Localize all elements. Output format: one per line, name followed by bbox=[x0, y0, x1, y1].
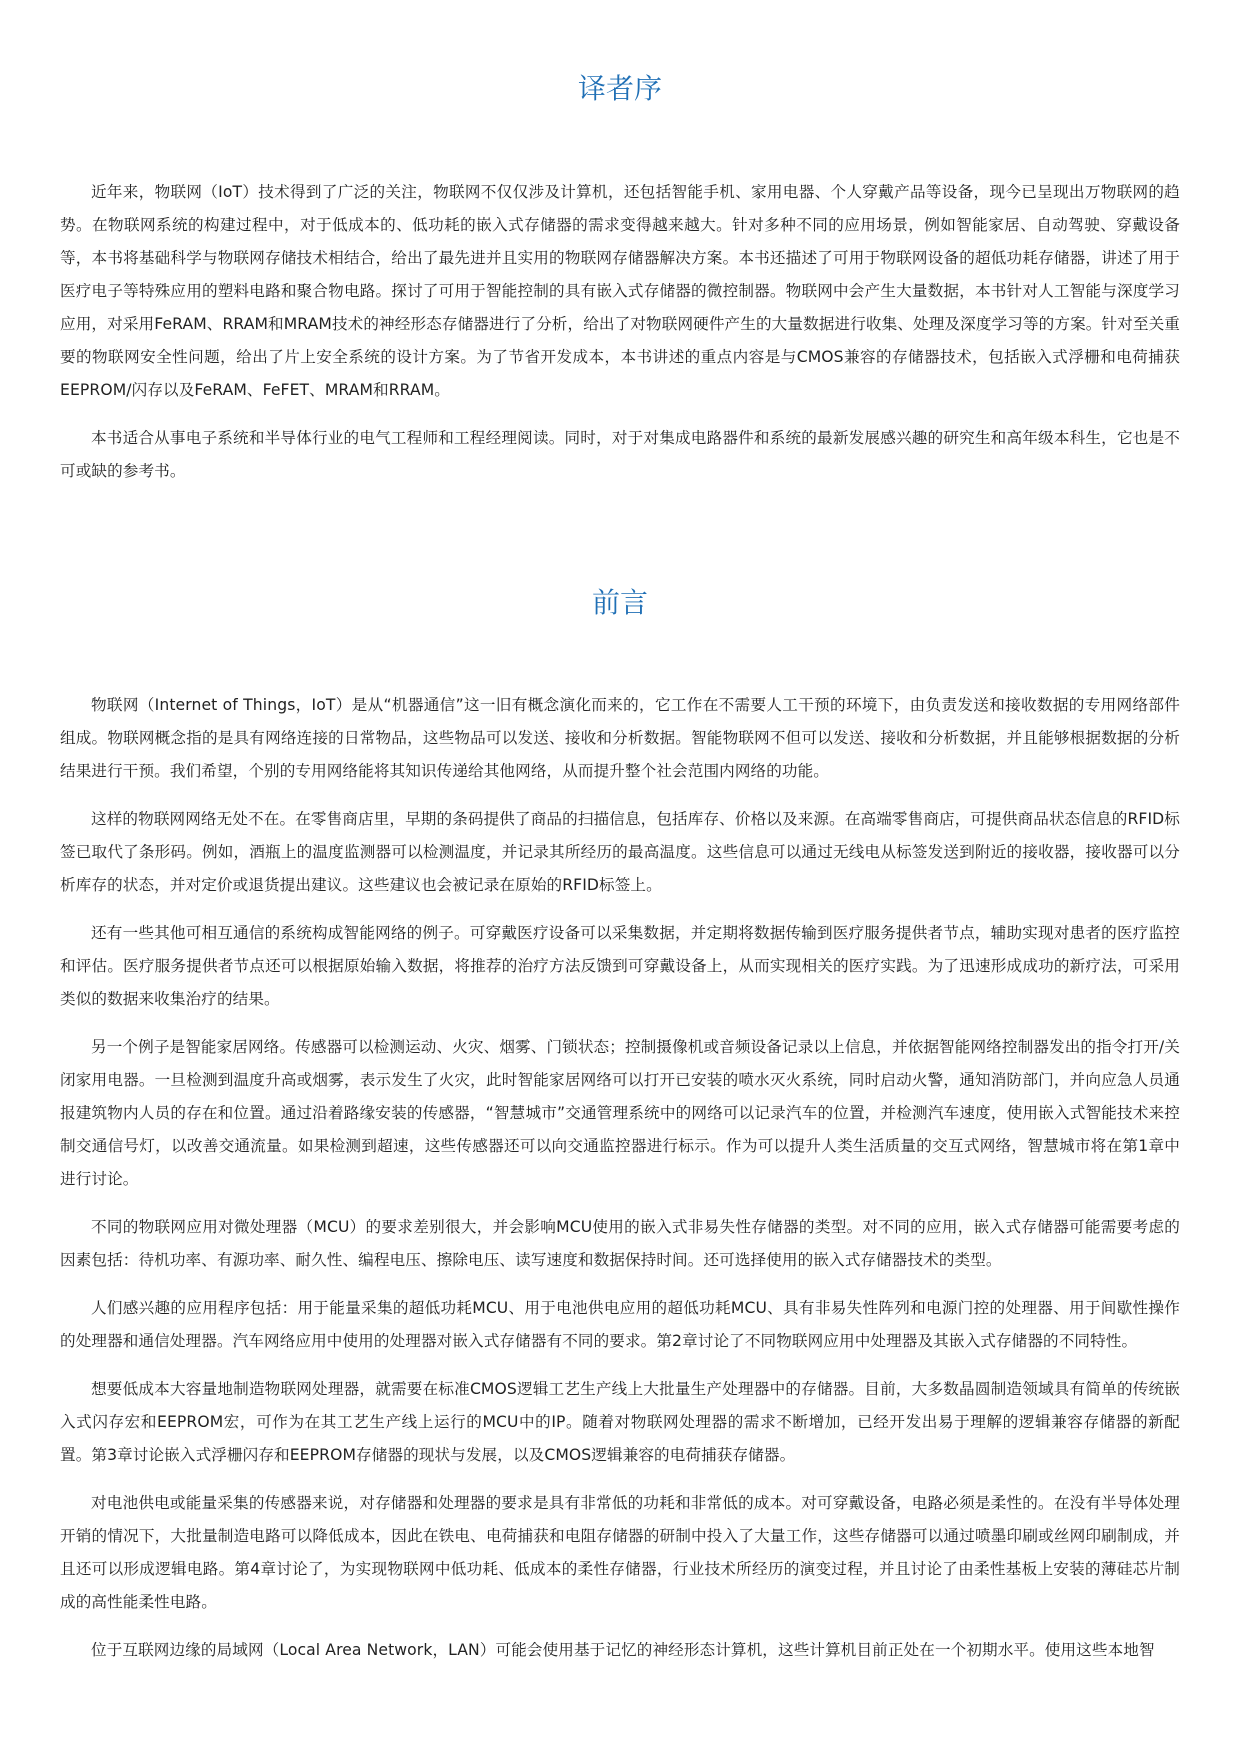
paragraph: 本书适合从事电子系统和半导体行业的电气工程师和工程经理阅读。同时，对于对集成电路器件和系统的最新发展感兴趣的研究生和高年级本科生，它也是不可或缺的参考书。 bbox=[60, 429, 1180, 480]
paragraph: 对电池供电或能量采集的传感器来说，对存储器和处理器的要求是具有非常低的功耗和非常低的成本。对可穿戴设备，电路必须是柔性的。在没有半导体处理开销的情况下，大批量制造电路可以降低成本，因此在铁电、电荷捕获和电阻存储器的研制中投入了大量工作，这些存储器可以通过喷墨印刷或丝网印刷制成，并且还可以形成逻辑电路。第4章讨论了，为实现物联网中低功耗、低成本的柔性存储器，行业技术所经历的演变过程，并且讨论了由柔性基板上安装的薄硅芯片制成的高性能柔性电路。 bbox=[60, 1494, 1180, 1611]
preface-title: 前言 bbox=[591, 586, 648, 619]
paragraph: 人们感兴趣的应用程序包括：用于能量采集的超低功耗MCU、用于电池供电应用的超低功耗MCU、具有非易失性阵列和电源门控的处理器、用于间歇性操作的处理器和通信处理器。汽车网络应用中使用的处理器对嵌入式存储器有不同的要求。第2章讨论了不同物联网应用中处理器及其嵌入式存储器的不同特性。 bbox=[60, 1299, 1180, 1350]
paragraph: 另一个例子是智能家居网络。传感器可以检测运动、火灾、烟雾、门锁状态；控制摄像机或音频设备记录以上信息，并依据智能网络控制器发出的指令打开/关闭家用电器。一旦检测到温度升高或烟雾，表示发生了火灾，此时智能家居网络可以打开已安装的喷水灭火系统，同时启动火警，通知消防部门，并向应急人员通报建筑物内人员的存在和位置。通过沿着路缘安装的传感器，“智慧城市”交通管理系统中的网络可以记录汽车的位置，并检测汽车速度，使用嵌入式智能技术来控制交通信号灯，以改善交通流量。如果检测到超速，这些传感器还可以向交通监控器进行标示。作为可以提升人类生活质量的交互式网络，智慧城市将在第1章中进行讨论。 bbox=[60, 1038, 1180, 1188]
paragraph: 近年来，物联网（IoT）技术得到了广泛的关注，物联网不仅仅涉及计算机，还包括智能手机、家用电器、个人穿戴产品等设备，现今已呈现出万物联网的趋势。在物联网系统的构建过程中，对于低成本的、低功耗的嵌入式存储器的需求变得越来越大。针对多种不同的应用场景，例如智能家居、自动驾驶、穿戴设备等，本书将基础科学与物联网存储技术相结合，给出了最先进并且实用的物联网存储器解决方案。本书还描述了可用于物联网设备的超低功耗存储器，讲述了用于医疗电子等特殊应用的塑料电路和聚合物电路。探讨了可用于智能控制的具有嵌入式存储器的微控制器。物联网中会产生大量数据，本书针对人工智能与深度学习应用，对采用FeRAM、RRAM和MRAM技术的神经形态存储器进行了分析，给出了对物联网硬件产生的大量数据进行收集、处理及深度学习等的方案。针对至关重要的物联网安全性问题，给出了片上安全系统的设计方案。为了节省开发成本，本书讲述的重点内容是与CMOS兼容的存储器技术，包括嵌入式浮栅和电荷捕获EEPROM/闪存以及FeRAM、FeFET、MRAM和RRAM。 bbox=[60, 183, 1180, 399]
preface-body bbox=[60, 689, 1180, 1682]
translator-preface-title: 译者序 bbox=[577, 72, 662, 105]
paragraph: 想要低成本大容量地制造物联网处理器，就需要在标准CMOS逻辑工艺生产线上大批量生产处理器中的存储器。目前，大多数晶圆制造领域具有简单的传统嵌入式闪存宏和EEPROM宏，可作为在其工艺生产线上运行的MCU中的IP。随着对物联网处理器的需求不断增加，已经开发出易于理解的逻辑兼容存储器的新配置。第3章讨论嵌入式浮栅闪存和EEPROM存储器的现状与发展，以及CMOS逻辑兼容的电荷捕获存储器。 bbox=[60, 1380, 1180, 1464]
paragraph: 位于互联网边缘的局域网（Local Area Network，LAN）可能会使用基于记忆的神经形态计算机，这些计算机目前正处在一个初期水平。使用这些本地智 bbox=[91, 1641, 1155, 1659]
paragraph: 物联网（Internet of Things，IoT）是从“机器通信”这一旧有概念演化而来的，它工作在不需要人工干预的环境下，由负责发送和接收数据的专用网络部件组成。物联网概念指的是具有网络连接的日常物品，这些物品可以发送、接收和分析数据。智能物联网不但可以发送、接收和分析数据，并且能够根据数据的分析结果进行干预。我们希望，个别的专用网络能将其知识传递给其他网络，从而提升整个社会范围内网络的功能。 bbox=[60, 696, 1180, 780]
paragraph: 还有一些其他可相互通信的系统构成智能网络的例子。可穿戴医疗设备可以采集数据，并定期将数据传输到医疗服务提供者节点，辅助实现对患者的医疗监控和评估。医疗服务提供者节点还可以根据原始输入数据，将推荐的治疗方法反馈到可穿戴设备上，从而实现相关的医疗实践。为了迅速形成成功的新疗法，可采用类似的数据来收集治疗的结果。 bbox=[60, 924, 1180, 1008]
paragraph: 这样的物联网网络无处不在。在零售商店里，早期的条码提供了商品的扫描信息，包括库存、价格以及来源。在高端零售商店，可提供商品状态信息的RFID标签已取代了条形码。例如，酒瓶上的温度监测器可以检测温度，并记录其所经历的最高温度。这些信息可以通过无线电从标签发送到附近的接收器，接收器可以分析库存的状态，并对定价或退货提出建议。这些建议也会被记录在原始的RFID标签上。 bbox=[60, 810, 1180, 894]
paragraph: 不同的物联网应用对微处理器（MCU）的要求差别很大，并会影响MCU使用的嵌入式非易失性存储器的类型。对不同的应用，嵌入式存储器可能需要考虑的因素包括：待机功率、有源功率、耐久性、编程电压、擦除电压、读写速度和数据保持时间。还可选择使用的嵌入式存储器技术的类型。 bbox=[60, 1218, 1180, 1269]
translator-preface-body bbox=[60, 176, 1180, 503]
